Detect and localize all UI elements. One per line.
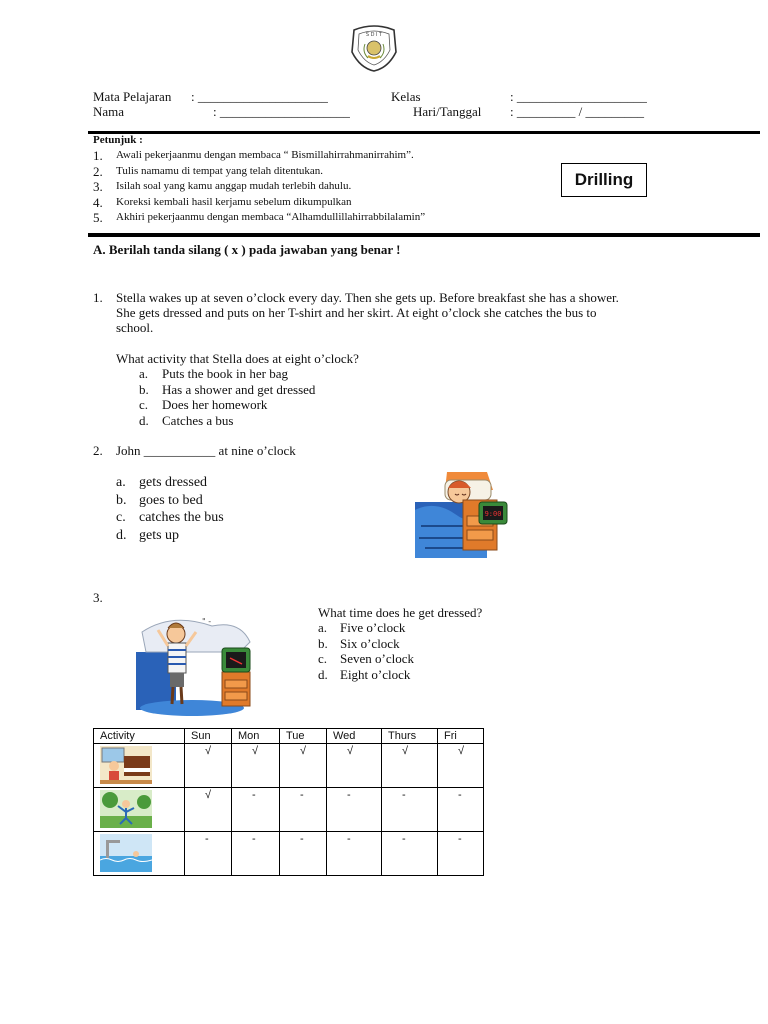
q2-option-letter[interactable]: c.: [116, 510, 126, 525]
q1-question: What activity that Stella does at eight o’clock?: [116, 351, 359, 366]
table-row: [94, 744, 484, 788]
q3-option-text[interactable]: Five o’clock: [340, 620, 406, 635]
header-wed: Wed: [327, 729, 382, 744]
q1-option-text[interactable]: Catches a bus: [162, 412, 234, 428]
instruction-text: Isilah soal yang kamu anggap mudah terlebih dahulu.: [116, 180, 352, 192]
q3-option-letter[interactable]: b.: [318, 635, 328, 651]
row2-thurs: -: [382, 788, 438, 832]
table-row: [94, 788, 484, 832]
row1-thurs: √: [382, 744, 438, 788]
row3-wed: -: [327, 832, 382, 876]
sleeping-child-illustration: [415, 470, 512, 558]
row1-mon: √: [232, 744, 280, 788]
header-mon: Mon: [232, 729, 280, 744]
q2-number: 2.: [93, 443, 103, 458]
instruction-number: 3.: [93, 179, 103, 194]
q3-question: What time does he get dressed?: [318, 605, 483, 620]
q1-option-letter[interactable]: a.: [139, 366, 149, 381]
subject-field[interactable]: : ____________________: [191, 89, 328, 104]
q2-option-letter[interactable]: b.: [116, 492, 127, 508]
q3-number: 3.: [93, 590, 103, 605]
row1-tue: √: [280, 744, 327, 788]
header-fri: Fri: [438, 729, 484, 744]
q1-option-text[interactable]: Puts the book in her bag: [162, 366, 289, 381]
instruction-number: 1.: [93, 148, 103, 163]
name-label: Nama: [93, 104, 125, 119]
section-a-heading: A. Berilah tanda silang ( x ) pada jawaban yang benar !: [93, 242, 401, 257]
header-divider: [88, 131, 760, 134]
table-header-row: [94, 729, 484, 744]
svg-text:9:00: 9:00: [484, 510, 502, 518]
date-label: Hari/Tanggal: [413, 104, 482, 119]
school-logo: [348, 24, 400, 72]
q2-stem: John ___________ at nine o’clock: [116, 443, 296, 458]
instructions-divider: [88, 233, 760, 237]
activity-cell: [94, 788, 185, 832]
header-tue: Tue: [280, 729, 327, 744]
row1-fri: √: [438, 744, 484, 788]
table-row: [94, 832, 484, 876]
row3-fri: -: [438, 832, 484, 876]
date-field[interactable]: : _________ / _________: [510, 104, 644, 119]
name-field[interactable]: : ____________________: [213, 104, 350, 119]
row3-sun: -: [185, 832, 232, 876]
q2-option-letter[interactable]: a.: [116, 475, 126, 490]
playing-outdoors-image: [100, 790, 152, 828]
class-label: Kelas: [391, 89, 421, 104]
header-thurs: Thurs: [382, 729, 438, 744]
q1-option-letter[interactable]: d.: [139, 412, 149, 428]
piano-playing-image: [100, 746, 152, 784]
q2-option-letter[interactable]: d.: [116, 527, 127, 543]
q1-option-letter[interactable]: b.: [139, 381, 149, 397]
q3-option-letter[interactable]: a.: [318, 620, 328, 635]
q1-passage-line-1: Stella wakes up at seven o’clock every day. Then she gets up. Before breakfast she has a shower.: [116, 290, 619, 305]
q3-option-letter[interactable]: d.: [318, 666, 328, 682]
class-field[interactable]: : ____________________: [510, 89, 647, 104]
row2-fri: -: [438, 788, 484, 832]
row3-mon: -: [232, 832, 280, 876]
header-sun: Sun: [185, 729, 232, 744]
row3-thurs: -: [382, 832, 438, 876]
q1-option-text[interactable]: Does her homework: [162, 397, 268, 412]
swimming-image: [100, 834, 152, 872]
q3-option-text[interactable]: Seven o’clock: [340, 651, 415, 666]
q2-option-text[interactable]: catches the bus: [139, 510, 224, 525]
q2-option-text[interactable]: goes to bed: [139, 492, 203, 508]
row1-sun: √: [185, 744, 232, 788]
instruction-number: 5.: [93, 210, 103, 225]
row3-tue: -: [280, 832, 327, 876]
q1-passage-line-3: school.: [116, 320, 154, 335]
instruction-number: 4.: [93, 194, 103, 210]
activity-cell: [94, 832, 185, 876]
q1-passage-line-2: She gets dressed and puts on her T-shirt and her skirt. At eight o’clock she catches the bus to: [116, 305, 597, 320]
q3-option-letter[interactable]: c.: [318, 651, 328, 666]
instruction-text: Akhiri pekerjaanmu dengan membaca “Alhamdullillahirrabbilalamin”: [116, 211, 426, 223]
q1-number: 1.: [93, 290, 103, 305]
row2-wed: -: [327, 788, 382, 832]
instruction-number: 2.: [93, 163, 103, 179]
waking-boy-illustration: [132, 612, 257, 718]
row2-sun: √: [185, 788, 232, 832]
row2-tue: -: [280, 788, 327, 832]
row1-wed: √: [327, 744, 382, 788]
q3-option-text[interactable]: Eight o’clock: [340, 666, 411, 682]
row2-mon: -: [232, 788, 280, 832]
instruction-text: Koreksi kembali hasil kerjamu sebelum dikumpulkan: [116, 195, 352, 208]
q2-option-text[interactable]: gets dressed: [139, 475, 208, 490]
instruction-text: Tulis namamu di tempat yang telah ditentukan.: [116, 164, 324, 177]
drilling-label: Drilling: [561, 163, 647, 197]
q1-option-letter[interactable]: c.: [139, 397, 149, 412]
q3-option-text[interactable]: Six o’clock: [340, 635, 400, 651]
q2-option-text[interactable]: gets up: [139, 527, 180, 543]
activity-table: [93, 728, 484, 876]
instructions-title: Petunjuk :: [93, 134, 143, 146]
svg-text:" -: " -: [202, 617, 212, 626]
q1-option-text[interactable]: Has a shower and get dressed: [162, 381, 316, 397]
header-activity: Activity: [94, 729, 185, 744]
subject-label: Mata Pelajaran: [93, 89, 172, 104]
instruction-text: Awali pekerjaanmu dengan membaca “ Bismillahirrahmanirrahim”.: [116, 149, 414, 161]
activity-cell: [94, 744, 185, 788]
svg-text:S D I T: S D I T: [365, 32, 383, 38]
